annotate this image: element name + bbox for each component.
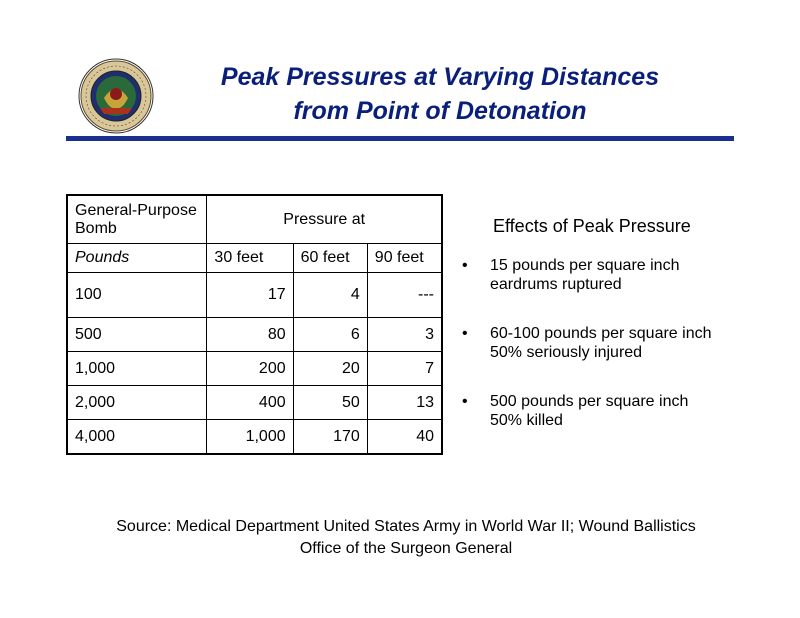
bullet-icon: • (462, 393, 468, 410)
cell-pounds: 500 (67, 318, 207, 352)
list-item (462, 392, 762, 430)
cell-60ft: 50 (293, 386, 367, 420)
list-item (462, 256, 762, 294)
cell-30ft: 1,000 (207, 420, 293, 455)
subheader-60-feet: 60 feet (293, 244, 367, 273)
table-row (67, 386, 442, 420)
effect-pressure: 60-100 pounds per square inch (490, 325, 712, 342)
cell-30ft: 17 (207, 273, 293, 318)
cell-90ft: 40 (367, 420, 442, 455)
effect-pressure: 15 pounds per square inch (490, 257, 680, 274)
subheader-pounds: Pounds (67, 244, 207, 273)
table-row (67, 352, 442, 386)
header-pressure-at: Pressure at (207, 195, 442, 244)
cell-60ft: 20 (293, 352, 367, 386)
effect-result: eardrums ruptured (490, 276, 622, 293)
effect-result: 50% seriously injured (490, 344, 643, 361)
cell-90ft: 13 (367, 386, 442, 420)
title-divider (66, 136, 734, 141)
list-item (462, 324, 762, 362)
effects-title: Effects of Peak Pressure (493, 216, 691, 236)
table-row (67, 420, 442, 455)
subheader-30-feet: 30 feet (207, 244, 293, 273)
cell-60ft: 4 (293, 273, 367, 318)
source-citation (66, 516, 746, 560)
cell-90ft: 7 (367, 352, 442, 386)
cell-90ft: 3 (367, 318, 442, 352)
table-row (67, 318, 442, 352)
effect-pressure: 500 pounds per square inch (490, 393, 689, 410)
title-line-2: from Point of Detonation (293, 97, 587, 125)
bullet-icon: • (462, 257, 468, 274)
effect-result: 50% killed (490, 412, 563, 429)
effects-list (462, 256, 762, 430)
cell-60ft: 6 (293, 318, 367, 352)
cell-30ft: 80 (207, 318, 293, 352)
table-row (67, 273, 442, 318)
cell-pounds: 2,000 (67, 386, 207, 420)
cell-30ft: 200 (207, 352, 293, 386)
source-line-1: Source: Medical Department United States Army in World War II; Wound Ballistics (116, 518, 696, 535)
cell-90ft: --- (367, 273, 442, 318)
cell-pounds: 1,000 (67, 352, 207, 386)
page-title (160, 60, 720, 128)
source-line-2: Office of the Surgeon General (299, 540, 513, 557)
pressure-table (66, 194, 443, 455)
bullet-icon: • (462, 325, 468, 342)
title-line-1: Peak Pressures at Varying Distances (220, 63, 660, 91)
cell-30ft: 400 (207, 386, 293, 420)
cell-pounds: 100 (67, 273, 207, 318)
mnf-iraq-seal-icon (78, 58, 154, 134)
cell-60ft: 170 (293, 420, 367, 455)
cell-pounds: 4,000 (67, 420, 207, 455)
header-bomb: General-Purpose Bomb (67, 195, 207, 244)
subheader-90-feet: 90 feet (367, 244, 442, 273)
